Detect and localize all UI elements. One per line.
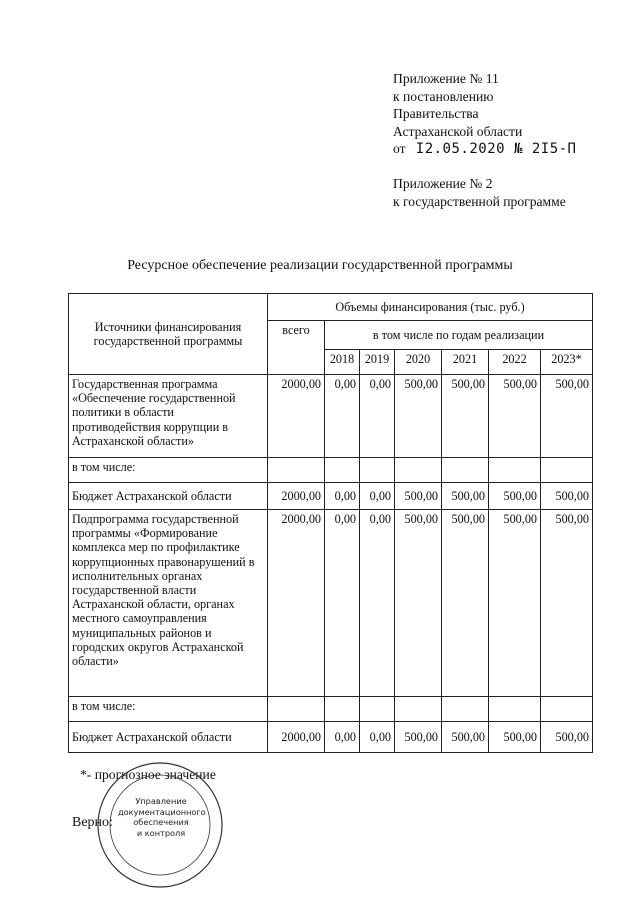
- cell-empty: [442, 458, 489, 483]
- cell-value: 500,00: [541, 483, 593, 510]
- annex-2-line: к государственной программе: [393, 193, 566, 209]
- table-row: [69, 722, 593, 753]
- cell-value: 0,00: [325, 510, 360, 697]
- annex-2-block: [393, 175, 566, 210]
- cell-empty: [360, 697, 395, 722]
- document-title: Ресурсное обеспечение реализации государственной программы: [127, 258, 513, 273]
- cell-value: 500,00: [541, 375, 593, 458]
- row-label: в том числе:: [69, 697, 268, 722]
- cell-value: 500,00: [489, 510, 541, 697]
- from-prefix: от: [393, 141, 406, 157]
- cell-value: 500,00: [489, 483, 541, 510]
- cell-value: 500,00: [395, 375, 442, 458]
- year-header: 2020: [395, 350, 442, 375]
- row-label: Государственная программа «Обеспечение государственной политики в области противодействия коррупции в Астраханской области»: [69, 375, 268, 458]
- cell-empty: [489, 458, 541, 483]
- cell-total: 2000,00: [268, 510, 325, 697]
- row-label: в том числе:: [69, 458, 268, 483]
- certification-label: Верно:: [72, 815, 113, 830]
- row-label: Бюджет Астраханской области: [69, 722, 268, 753]
- table-row: [69, 375, 593, 458]
- row-label: Бюджет Астраханской области: [69, 483, 268, 510]
- row-label: Подпрограмма государственной программы «Формирование комплекса мер по профилактике коррупционных правонарушений в исполнительных органах государственной власти Астраханской области, органах местного самоуправления муниципальных районов и городских округов Астраханской области»: [69, 510, 268, 697]
- stamp-line: Управление: [135, 796, 187, 806]
- table-row: [69, 458, 593, 483]
- cell-empty: [489, 697, 541, 722]
- cell-value: 500,00: [541, 510, 593, 697]
- cell-value: 0,00: [325, 722, 360, 753]
- stamp-line: и контроля: [136, 827, 186, 838]
- volume-header: Объемы финансирования (тыс. руб.): [268, 294, 593, 321]
- cell-value: 0,00: [325, 483, 360, 510]
- cell-value: 500,00: [442, 722, 489, 753]
- cell-value: 500,00: [395, 722, 442, 753]
- cell-empty: [268, 458, 325, 483]
- cell-value: 500,00: [489, 722, 541, 753]
- year-header: 2018: [325, 350, 360, 375]
- cell-total: 2000,00: [268, 375, 325, 458]
- cell-value: 0,00: [360, 375, 395, 458]
- stamp-text: [118, 796, 204, 838]
- cell-value: 500,00: [442, 483, 489, 510]
- cell-total: 2000,00: [268, 722, 325, 753]
- year-header: 2023*: [541, 350, 593, 375]
- table-row: [69, 483, 593, 510]
- cell-value: 0,00: [360, 722, 395, 753]
- footnote: *- прогнозное значение: [80, 767, 216, 782]
- cell-empty: [541, 458, 593, 483]
- cell-value: 500,00: [395, 510, 442, 697]
- resolution-date-number: I2.05.2020 № 2I5-П: [415, 141, 577, 158]
- annex-11-line: Приложение № 11: [393, 71, 499, 86]
- year-header: 2019: [360, 350, 395, 375]
- cell-total: 2000,00: [268, 483, 325, 510]
- cell-value: 0,00: [325, 375, 360, 458]
- annex-11-block: [393, 70, 576, 159]
- cell-value: 500,00: [442, 510, 489, 697]
- cell-empty: [442, 697, 489, 722]
- cell-value: 0,00: [360, 483, 395, 510]
- cell-empty: [395, 458, 442, 483]
- total-header: всего: [268, 321, 325, 375]
- cell-empty: [325, 697, 360, 722]
- table-header-row: [69, 294, 593, 321]
- cell-value: 500,00: [541, 722, 593, 753]
- annex-11-line: к постановлению: [393, 88, 494, 104]
- source-column-header: Источники финансирования государственной программы: [69, 294, 268, 375]
- year-header: 2021: [442, 350, 489, 375]
- by-years-header: в том числе по годам реализации: [325, 321, 593, 350]
- cell-empty: [395, 697, 442, 722]
- annex-2-line: Приложение № 2: [393, 176, 493, 191]
- table-row: [69, 510, 593, 697]
- annex-11-line: Астраханской области: [393, 123, 523, 139]
- resolution-date-line: [393, 140, 576, 159]
- cell-empty: [325, 458, 360, 483]
- stamp-line: обеспечения: [133, 817, 189, 827]
- resource-table: [68, 293, 593, 753]
- cell-value: 500,00: [442, 375, 489, 458]
- year-header: 2022: [489, 350, 541, 375]
- cell-empty: [541, 697, 593, 722]
- annex-11-line: Правительства: [393, 106, 479, 122]
- cell-value: 500,00: [489, 375, 541, 458]
- cell-value: 0,00: [360, 510, 395, 697]
- stamp-line: документационного: [118, 806, 206, 817]
- cell-empty: [268, 697, 325, 722]
- cell-value: 500,00: [395, 483, 442, 510]
- cell-empty: [360, 458, 395, 483]
- table-row: [69, 697, 593, 722]
